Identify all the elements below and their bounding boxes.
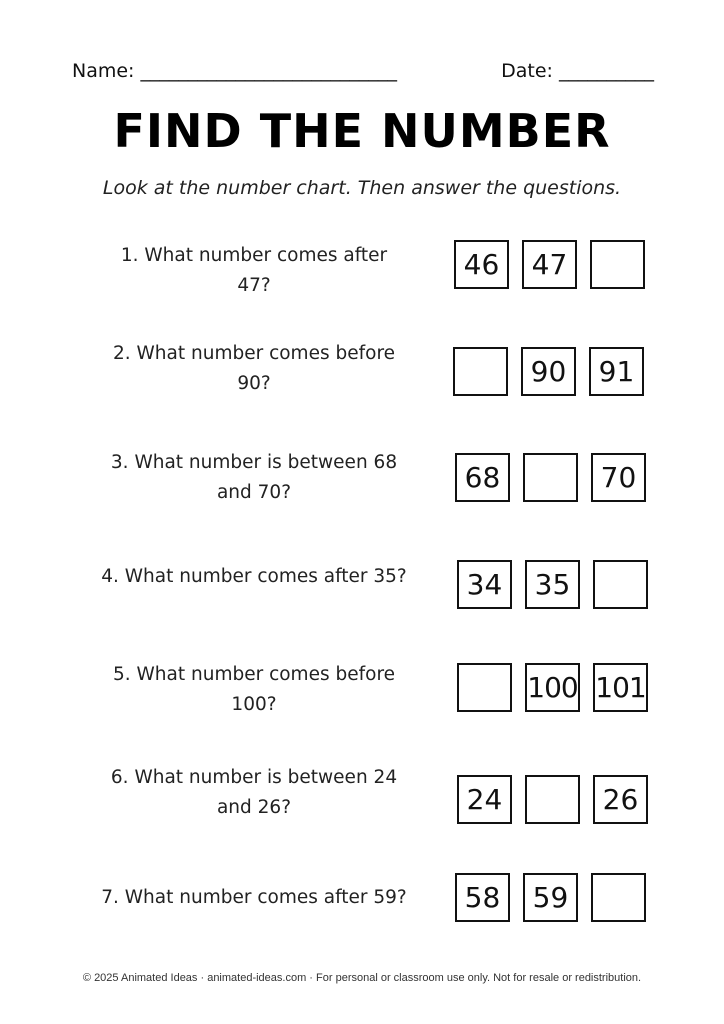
- number-box: 58: [455, 873, 510, 922]
- answer-boxes-3: [455, 453, 646, 502]
- question-text-cont: 47?: [237, 275, 271, 296]
- question-5: [84, 660, 424, 720]
- answer-box[interactable]: [453, 347, 508, 396]
- answer-box[interactable]: [593, 560, 648, 609]
- answer-box[interactable]: [523, 453, 578, 502]
- answer-boxes-5: [457, 663, 648, 712]
- question-2: [84, 339, 424, 399]
- number-box: 59: [523, 873, 578, 922]
- number-box: 70: [591, 453, 646, 502]
- question-4: [84, 562, 424, 592]
- question-3: [84, 448, 424, 508]
- question-text-cont: 100?: [231, 694, 277, 715]
- question-text: 5. What number comes before: [112, 664, 396, 685]
- question-6: [84, 763, 424, 823]
- number-box: 100: [525, 663, 580, 712]
- question-1: [84, 241, 424, 301]
- question-text: 6. What number is between 24: [110, 767, 398, 788]
- answer-box[interactable]: [591, 873, 646, 922]
- question-text-cont: 90?: [237, 373, 271, 394]
- name-field-label[interactable]: Name: ___________________________: [72, 60, 397, 82]
- number-box: 26: [593, 775, 648, 824]
- answer-boxes-7: [455, 873, 646, 922]
- question-text-cont: and 70?: [216, 482, 292, 503]
- number-box: 91: [589, 347, 644, 396]
- instructions: Look at the number chart. Then answer the questions.: [102, 177, 622, 199]
- copyright-footer: © 2025 Animated Ideas · animated-ideas.com · For personal or classroom use only. Not for resale or redistribution.: [82, 972, 642, 984]
- question-text: 2. What number comes before: [112, 343, 396, 364]
- number-box: 90: [521, 347, 576, 396]
- header-line: [72, 60, 654, 82]
- question-text: 4. What number comes after 35?: [101, 566, 407, 587]
- number-box: 34: [457, 560, 512, 609]
- answer-boxes-2: [453, 347, 644, 396]
- number-box: 68: [455, 453, 510, 502]
- question-text: 1. What number comes after: [120, 245, 388, 266]
- page-title: FIND THE NUMBER: [113, 104, 611, 158]
- answer-boxes-4: [457, 560, 648, 609]
- question-text-cont: and 26?: [216, 797, 292, 818]
- question-text: 7. What number comes after 59?: [101, 887, 407, 908]
- number-box: 35: [525, 560, 580, 609]
- answer-boxes-1: [454, 240, 645, 289]
- answer-boxes-6: [457, 775, 648, 824]
- question-7: [84, 883, 424, 913]
- number-box: 101: [593, 663, 648, 712]
- answer-box[interactable]: [525, 775, 580, 824]
- answer-box[interactable]: [457, 663, 512, 712]
- number-box: 46: [454, 240, 509, 289]
- number-box: 24: [457, 775, 512, 824]
- number-box: 47: [522, 240, 577, 289]
- date-field-label[interactable]: Date: __________: [501, 60, 654, 82]
- question-text: 3. What number is between 68: [110, 452, 398, 473]
- answer-box[interactable]: [590, 240, 645, 289]
